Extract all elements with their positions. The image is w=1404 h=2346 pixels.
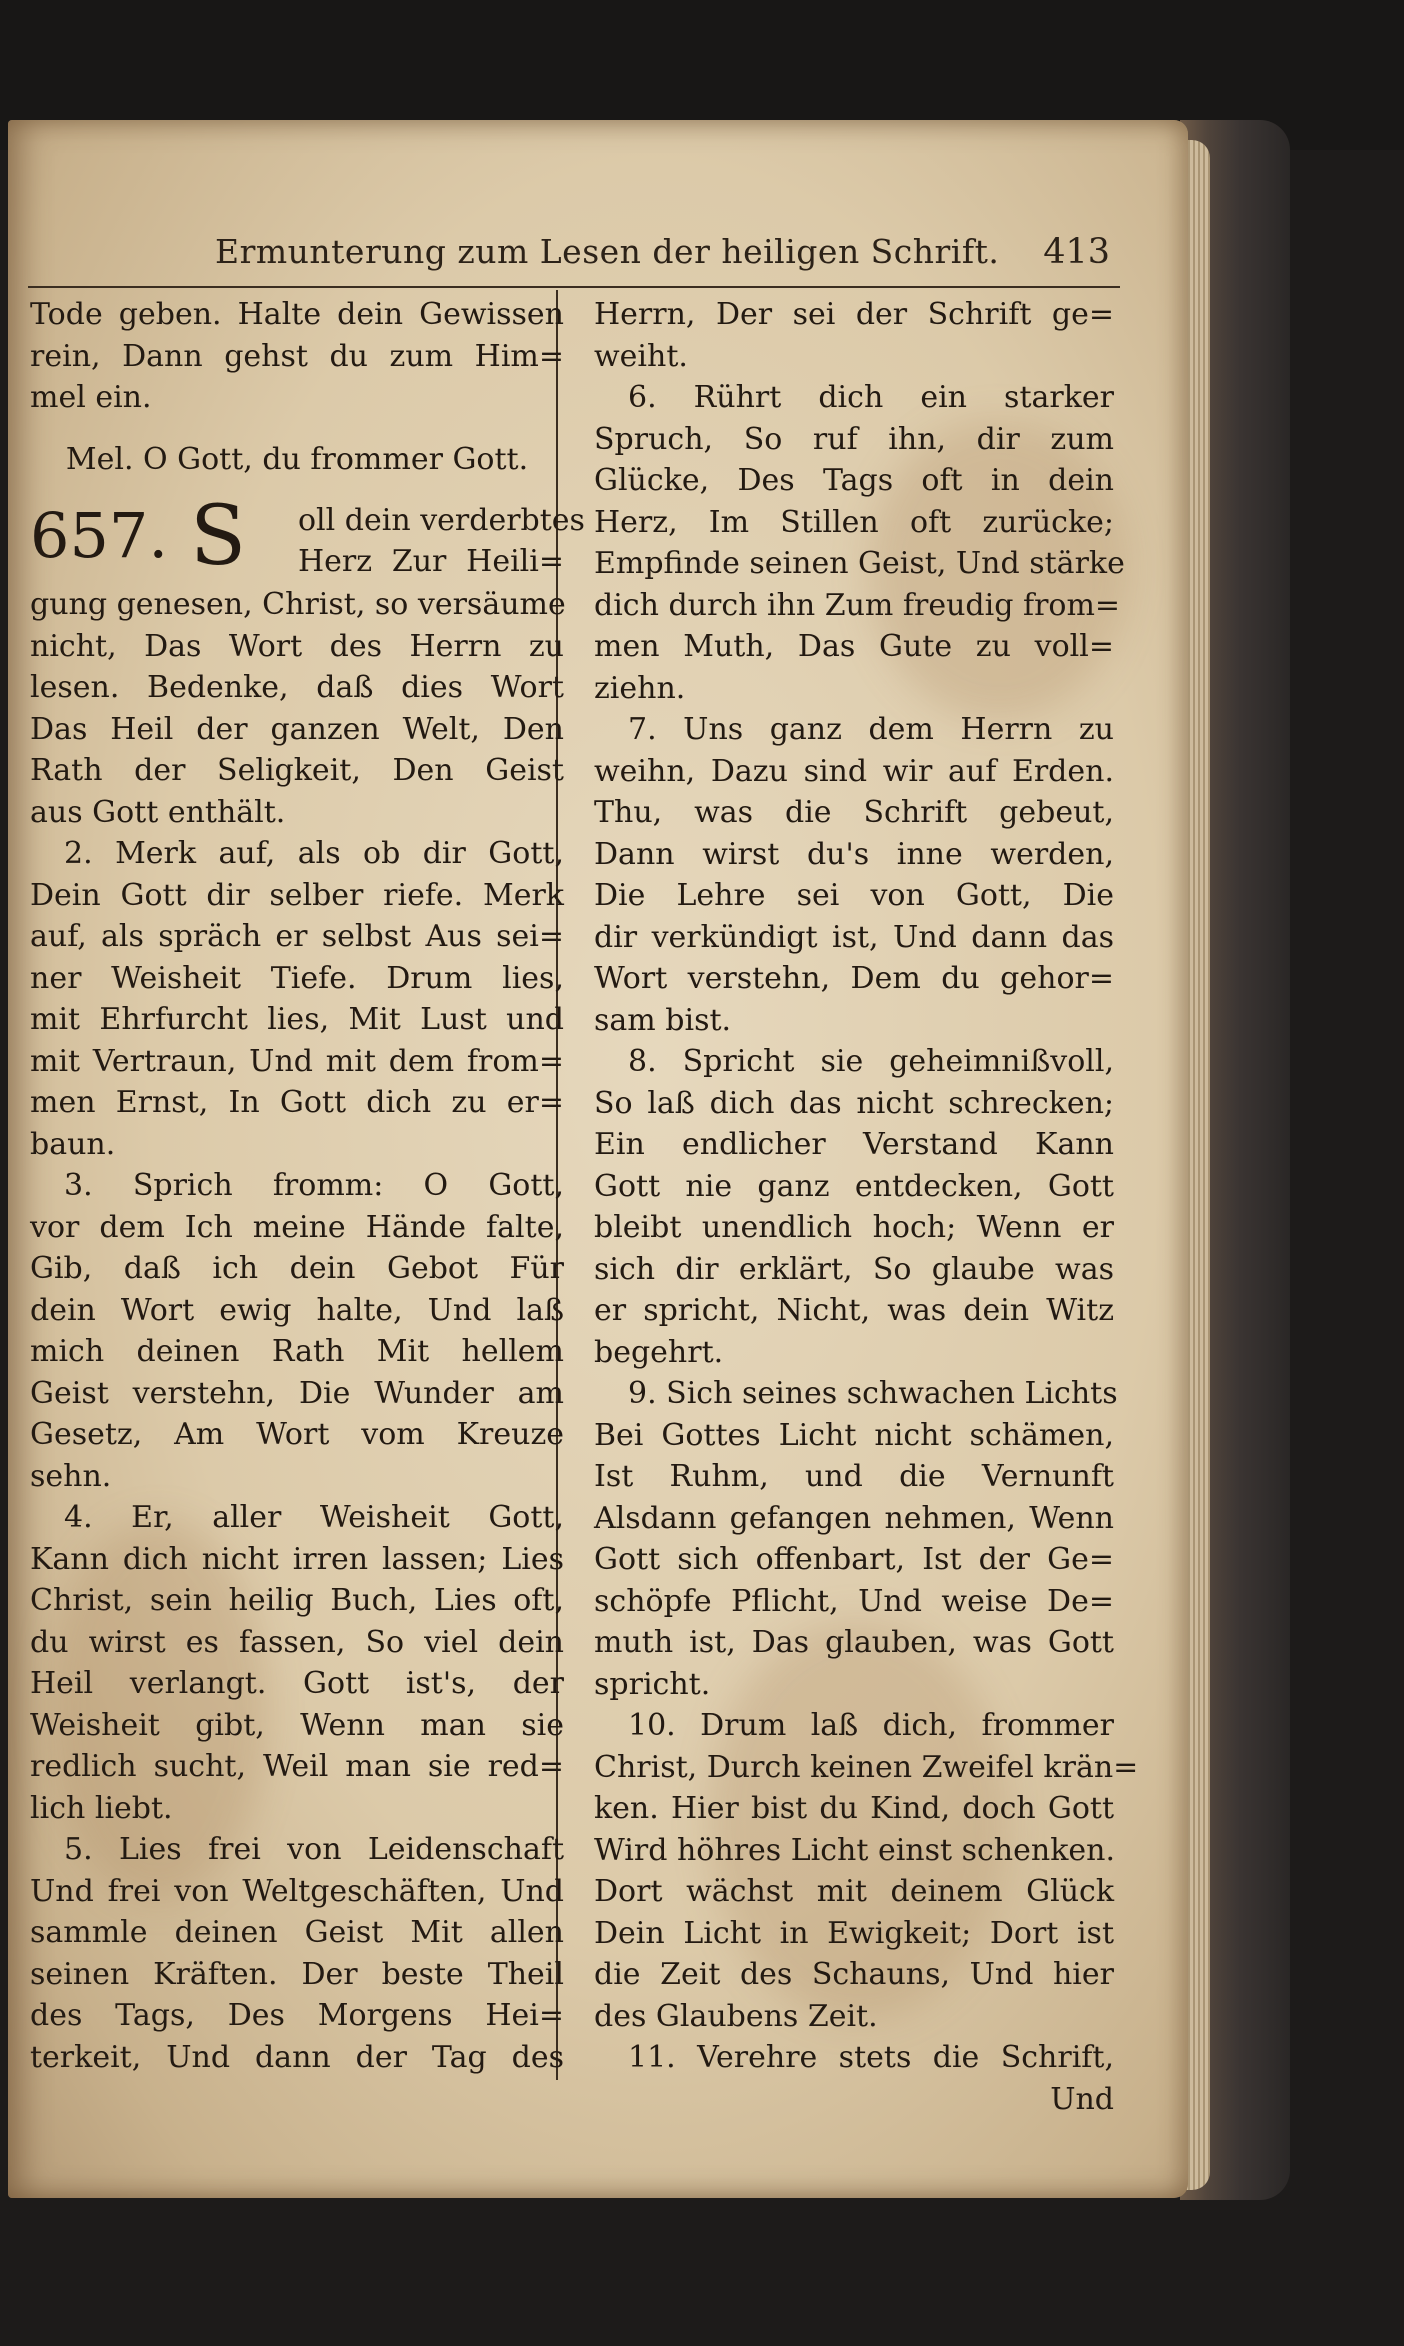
right-column: [594, 294, 1139, 2120]
text-line: Herrn, Der sei der Schrift ge=: [594, 297, 1114, 332]
text-line: Dort wächst mit deinem Glück: [594, 1874, 1114, 1909]
text-line: ner Weisheit Tiefe. Drum lies,: [30, 960, 564, 996]
verse-start: 5. Lies frei von Leidenschaft: [64, 1832, 564, 1867]
page-number: 413: [1043, 232, 1110, 272]
verse-start: 9. Sich seines schwachen Lichts: [628, 1376, 1118, 1411]
text-line: Geist verstehn, Die Wunder am: [30, 1375, 564, 1411]
verse-start: 10. Drum laß dich, frommer: [628, 1708, 1114, 1743]
text-line: muth ist, Das glauben, was Gott: [594, 1625, 1114, 1660]
text-line: Dann wirst du's inne werden,: [594, 836, 1114, 872]
text-line: weihn, Dazu sind wir auf Erden.: [594, 753, 1114, 789]
text-line: Und frei von Weltgeschäften, Und: [30, 1873, 564, 1909]
verse-start: 2. Merk auf, als ob dir Gott,: [64, 836, 564, 871]
text-line: die Zeit des Schauns, Und hier: [594, 1957, 1114, 1992]
text-line: Wort verstehn, Dem du gehor=: [594, 961, 1114, 996]
text-line: baun.: [30, 1126, 116, 1162]
text-line: er spricht, Nicht, was dein Witz: [594, 1293, 1114, 1328]
text-line: oll dein verderbtes: [298, 503, 585, 538]
catchword: Und: [1050, 2081, 1114, 2117]
text-line: terkeit, Und dann der Tag des: [30, 2039, 564, 2075]
text-line: des Tags, Des Morgens Hei=: [30, 1998, 564, 2033]
text-line: Christ, sein heilig Buch, Lies oft,: [30, 1583, 564, 1618]
verse-start: 11. Verehre stets die Schrift,: [628, 2040, 1114, 2075]
text-line: sehn.: [30, 1458, 112, 1494]
text-line: ziehn.: [594, 670, 686, 706]
text-line: sam bist.: [594, 1002, 732, 1038]
text-line: sich dir erklärt, So glaube was: [594, 1251, 1114, 1287]
text-line: Das Heil der ganzen Welt, Den: [30, 711, 564, 747]
text-line: dich durch ihn Zum freudig from=: [594, 587, 1121, 623]
header-rule: [28, 286, 1120, 288]
left-column: [30, 294, 585, 2078]
text-line: Spruch, So ruf ihn, dir zum: [594, 421, 1114, 457]
text-line: weiht.: [594, 338, 688, 374]
text-line: Wird höhres Licht einst schenken.: [594, 1832, 1115, 1868]
text-line: Dein Licht in Ewigkeit; Dort ist: [594, 1915, 1114, 1951]
text-line: ken. Hier bist du Kind, doch Gott: [594, 1791, 1114, 1826]
text-line: men Muth, Das Gute zu voll=: [594, 629, 1114, 664]
text-line: aus Gott enthält.: [30, 794, 286, 830]
text-line: auf, als spräch er selbst Aus sei=: [30, 919, 564, 954]
text-line: Rath der Seligkeit, Den Geist: [30, 753, 564, 788]
text-line: spricht.: [594, 1666, 711, 1702]
text-line: Die Lehre sei von Gott, Die: [594, 878, 1114, 913]
text-line: schöpfe Pflicht, Und weise De=: [594, 1583, 1114, 1619]
text-line: So laß dich das nicht schrecken;: [594, 1085, 1114, 1121]
verse-start: 3. Sprich fromm: O Gott,: [64, 1168, 564, 1203]
text-line: Christ, Durch keinen Zweifel krän=: [594, 1749, 1139, 1785]
hymn-number: 657.: [30, 499, 169, 572]
text-line: Gott sich offenbart, Ist der Ge=: [594, 1542, 1114, 1577]
text-line: dein Wort ewig halte, Und laß: [30, 1292, 564, 1328]
text-line: gung genesen, Christ, so versäume: [30, 587, 566, 622]
text-line: Gesetz, Am Wort vom Kreuze: [30, 1417, 564, 1452]
text-line: du wirst es fassen, So viel dein: [30, 1624, 564, 1660]
text-line: dir verkündigt ist, Und dann das: [594, 919, 1114, 955]
text-line: Dein Gott dir selber riefe. Merk: [30, 877, 564, 913]
text-line: Gott nie ganz entdecken, Gott: [594, 1168, 1114, 1204]
text-line: bleibt unendlich hoch; Wenn er: [594, 1210, 1114, 1245]
verse-start: 4. Er, aller Weisheit Gott,: [64, 1500, 564, 1535]
melody-note: Mel. O Gott, du frommer Gott.: [65, 441, 529, 477]
text-line: Bei Gottes Licht nicht schämen,: [594, 1417, 1114, 1453]
text-line: begehrt.: [594, 1334, 724, 1370]
text-line: Ist Ruhm, und die Vernunft: [594, 1459, 1114, 1494]
running-head: Ermunterung zum Lesen der heiligen Schrift.: [215, 232, 1000, 271]
text-line: Tode geben. Halte dein Gewissen: [30, 297, 564, 332]
text-line: rein, Dann gehst du zum Him=: [30, 338, 564, 374]
page-header: [200, 232, 1110, 280]
text-line: sammle deinen Geist Mit allen: [30, 1915, 564, 1950]
text-line: nicht, Das Wort des Herrn zu: [30, 628, 564, 664]
text-line: Thu, was die Schrift gebeut,: [594, 795, 1114, 830]
text-line: mit Ehrfurcht lies, Mit Lust und: [30, 1002, 564, 1037]
text-line: vor dem Ich meine Hände falte,: [30, 1209, 564, 1245]
text-line: des Glaubens Zeit.: [594, 1998, 878, 2034]
text-line: Alsdann gefangen nehmen, Wenn: [594, 1500, 1114, 1536]
text-line: mel ein.: [30, 380, 152, 415]
text-line: lich liebt.: [30, 1790, 173, 1826]
hymn-heading: [30, 489, 585, 584]
text-line: men Ernst, In Gott dich zu er=: [30, 1085, 564, 1120]
text-line: seinen Kräften. Der beste Theil: [30, 1956, 564, 1992]
verse-start: 6. Rührt dich ein starker: [628, 380, 1114, 415]
text-line: mich deinen Rath Mit hellem: [30, 1334, 564, 1369]
drop-capital: S: [190, 489, 247, 584]
text-line: Ein endlicher Verstand Kann: [594, 1127, 1114, 1162]
text-line: Herz Zur Heili=: [298, 544, 564, 579]
text-line: Heil verlangt. Gott ist's, der: [30, 1666, 564, 1701]
text-line: lesen. Bedenke, daß dies Wort: [30, 670, 564, 705]
verse-start: 8. Spricht sie geheimnißvoll,: [628, 1044, 1114, 1079]
text-line: Gib, daß ich dein Gebot Für: [30, 1251, 564, 1286]
text-line: Herz, Im Stillen oft zurücke;: [594, 504, 1114, 540]
text-line: Empfinde seinen Geist, Und stärke: [594, 546, 1125, 581]
text-line: mit Vertraun, Und mit dem from=: [30, 1043, 564, 1079]
verse-start: 7. Uns ganz dem Herrn zu: [628, 712, 1114, 747]
text-line: Glücke, Des Tags oft in dein: [594, 463, 1114, 498]
text-line: redlich sucht, Weil man sie red=: [30, 1749, 564, 1784]
text-line: Weisheit gibt, Wenn man sie: [30, 1707, 564, 1743]
text-line: Kann dich nicht irren lassen; Lies: [30, 1541, 564, 1577]
spacer: [30, 419, 564, 439]
